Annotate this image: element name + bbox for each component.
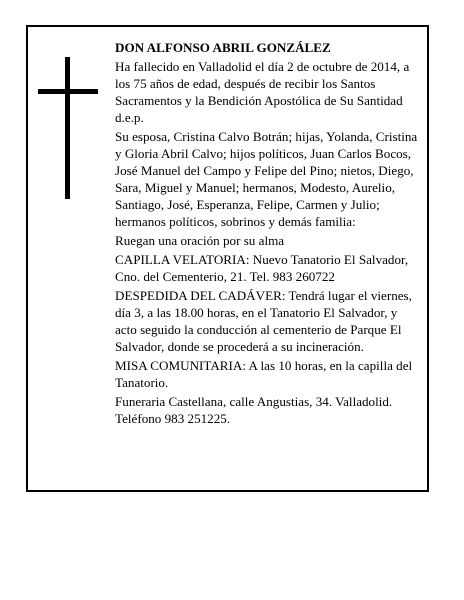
farewell-info: DESPEDIDA DEL CADÁVER: Tendrá lugar el viernes, día 3, a las 18.00 horas, en el Tanatorio El Salvador, y acto seguido la conducción al cementerio de Parque El Salvador, donde se procederá a su incineración.	[115, 288, 412, 354]
cross-vertical-bar	[65, 57, 70, 199]
prayer-request: Ruegan una oración por su alma	[115, 233, 285, 248]
death-announcement: Ha fallecido en Valladolid el día 2 de octubre de 2014, a los 75 años de edad, después de recibir los Santos Sacramentos y la Bendición Apostólica de Su Santidad d.e.p.	[115, 59, 410, 125]
mass-info: MISA COMUNITARIA: A las 10 horas, en la capilla del Tanatorio.	[115, 358, 413, 390]
funeral-home-info: Funeraria Castellana, calle Angustias, 34. Valladolid. Teléfono 983 251225.	[115, 394, 393, 426]
cross-icon	[38, 57, 98, 199]
wake-chapel-info: CAPILLA VELATORIA: Nuevo Tanatorio El Salvador, Cno. del Cementerio, 21. Tel. 983 260722	[115, 252, 409, 284]
family-members: Su esposa, Cristina Calvo Botrán; hijas, Yolanda, Cristina y Gloria Abril Calvo; hijos políticos, Juan Carlos Bocos, José Manuel del Campo y Felipe del Pino; nietos, Diego, Sara, Miguel y Manuel; hermanos, Modesto, Aurelio, Santiago, José, Esperanza, Felipe, Carmen y Julio; hermanos políticos, sobrinos y demás familia:	[115, 129, 418, 229]
obituary-notice	[26, 25, 429, 492]
notice-text-block	[115, 39, 421, 429]
deceased-name: DON ALFONSO ABRIL GONZÁLEZ	[115, 40, 331, 55]
cross-horizontal-bar	[38, 89, 98, 94]
